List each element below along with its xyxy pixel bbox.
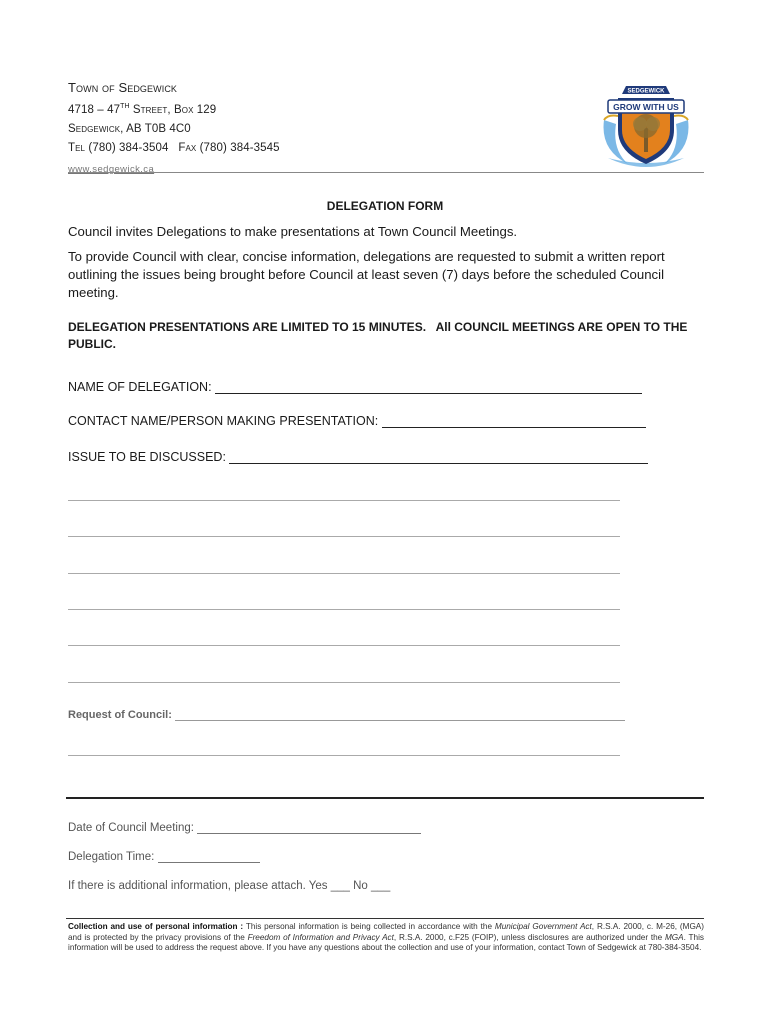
delegation-name-line[interactable] bbox=[215, 381, 642, 394]
header-divider bbox=[68, 172, 704, 173]
privacy-act-mga: Municipal Government Act bbox=[494, 922, 592, 931]
meeting-date-label: Date of Council Meeting: bbox=[68, 822, 198, 834]
town-name: Town of Sedgewick bbox=[68, 80, 178, 95]
request-of-council-field[interactable] bbox=[68, 709, 625, 721]
privacy-text-2: , R.S.A. 2000, c. M-26, (MGA) and is protected by the privacy provisions of the bbox=[68, 922, 704, 942]
intro-paragraph: Council invites Delegations to make presentations at Town Council Meetings. bbox=[68, 224, 518, 239]
issue-blank-line-3[interactable] bbox=[68, 573, 620, 574]
footer-divider bbox=[66, 918, 704, 919]
issue-blank-line-2[interactable] bbox=[68, 536, 620, 537]
town-letterhead bbox=[68, 78, 508, 179]
website-link[interactable]: www.sedgewick.ca bbox=[68, 163, 155, 175]
request-blank-line[interactable] bbox=[68, 755, 620, 756]
office-section-divider bbox=[66, 797, 704, 799]
instruction-paragraph: To provide Council with clear, concise information, delegations are requested to submit a written report outlining the issues being brought before Council at least seven (7) days before the scheduled Council meeting. bbox=[68, 249, 665, 300]
privacy-notice bbox=[68, 922, 704, 954]
privacy-act-mga-abbrev: MGA bbox=[664, 932, 684, 942]
notice-paragraph: DELEGATION PRESENTATIONS ARE LIMITED TO 15 MINUTES. All COUNCIL MEETINGS ARE OPEN TO THE PUBLIC. bbox=[68, 320, 691, 351]
form-title: DELEGATION FORM bbox=[326, 199, 444, 213]
meeting-date-line[interactable] bbox=[197, 823, 421, 834]
address-superscript: TH bbox=[120, 103, 130, 110]
request-of-council-line[interactable] bbox=[175, 710, 625, 721]
delegation-time-field[interactable] bbox=[68, 851, 260, 863]
contact-name-line[interactable] bbox=[382, 415, 646, 428]
delegation-name-label: NAME OF DELEGATION: bbox=[68, 380, 216, 394]
delegation-time-line[interactable] bbox=[158, 852, 260, 863]
issue-line[interactable] bbox=[229, 451, 648, 464]
issue-blank-line-6[interactable] bbox=[68, 682, 620, 683]
attachment-note: If there is additional information, please attach. Yes ___ No ___ bbox=[68, 880, 391, 892]
meeting-date-field[interactable] bbox=[68, 822, 421, 834]
issue-blank-line-4[interactable] bbox=[68, 609, 620, 610]
privacy-act-foip: Freedom of Information and Privacy Act bbox=[247, 932, 394, 942]
issue-blank-line-1[interactable] bbox=[68, 500, 620, 501]
issue-label: ISSUE TO BE DISCUSSED: bbox=[68, 450, 230, 464]
issue-field[interactable] bbox=[68, 450, 648, 464]
privacy-text-4: . This information will be used to address the request above. If you have any questions about the collection and use of your information, contact Town of Sedgewick at 780-384-3504. bbox=[68, 932, 704, 952]
street-address bbox=[68, 97, 508, 120]
privacy-heading: Collection and use of personal information : bbox=[68, 922, 244, 931]
request-of-council-label: Request of Council: bbox=[68, 709, 175, 721]
town-logo-crest bbox=[598, 80, 694, 172]
address-street: Street, Box 129 bbox=[129, 103, 217, 116]
phone-fax: Tel (780) 384-3504 Fax (780) 384-3545 bbox=[68, 141, 280, 154]
delegation-name-field[interactable] bbox=[68, 380, 642, 394]
issue-blank-line-5[interactable] bbox=[68, 645, 620, 646]
delegation-time-label: Delegation Time: bbox=[68, 851, 158, 863]
contact-name-label: CONTACT NAME/PERSON MAKING PRESENTATION: bbox=[68, 414, 382, 428]
privacy-text-1: This personal information is being collected in accordance with the bbox=[243, 922, 495, 931]
city-postal: Sedgewick, AB T0B 4C0 bbox=[68, 122, 191, 135]
logo-banner-text: SEDGEWICK bbox=[627, 88, 665, 95]
address-number: 4718 – 47 bbox=[68, 103, 121, 116]
contact-name-field[interactable] bbox=[68, 414, 646, 428]
logo-slogan-text: GROW WITH US bbox=[613, 102, 679, 112]
privacy-text-3: , R.S.A. 2000, c.F25 (FOIP), unless disclosures are authorized under the bbox=[393, 932, 665, 942]
